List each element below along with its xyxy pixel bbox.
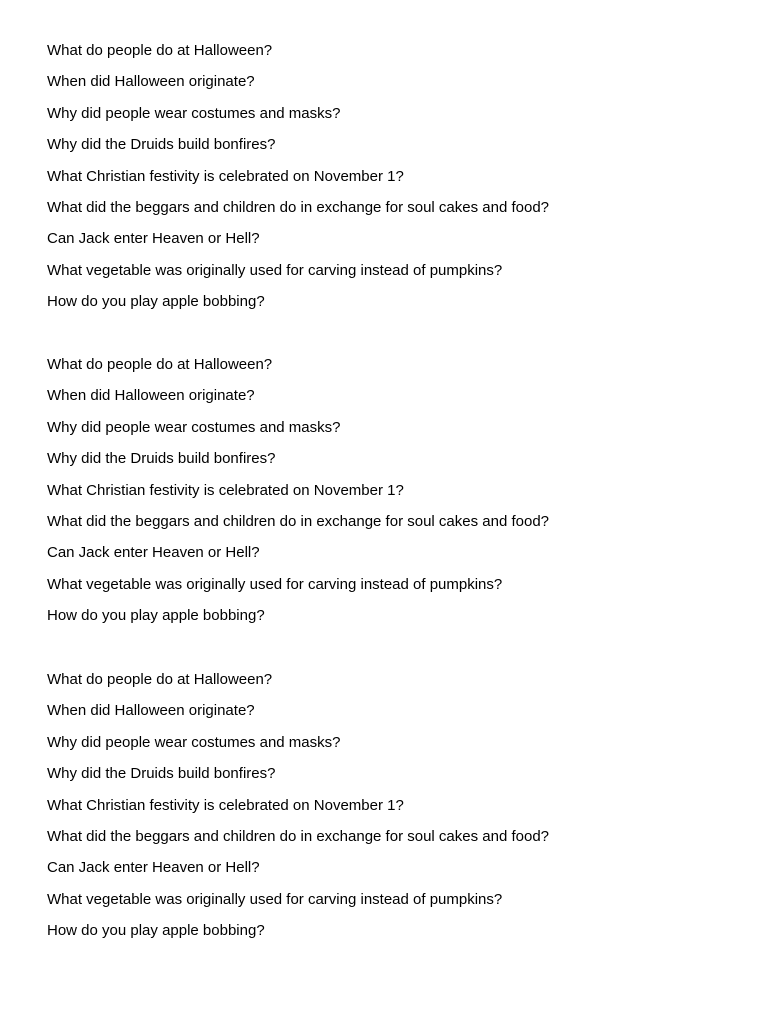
question-line: What do people do at Halloween? [47, 356, 273, 373]
question-block [47, 670, 737, 953]
question-line: What vegetable was originally used for carving instead of pumpkins? [47, 261, 503, 279]
question-line: What Christian festivity is celebrated on November 1? [47, 796, 404, 814]
question-line: What did the beggars and children do in exchange for soul cakes and food? [47, 198, 550, 216]
question-line: Why did the Druids build bonfires? [47, 450, 276, 468]
question-line: Why did the Druids build bonfires? [47, 765, 276, 783]
question-line: What Christian festivity is celebrated on November 1? [47, 481, 404, 499]
question-block [47, 41, 737, 324]
question-line: What did the beggars and children do in exchange for soul cakes and food? [47, 827, 550, 845]
question-line: When did Halloween originate? [47, 73, 255, 91]
question-line: When did Halloween originate? [47, 387, 255, 405]
question-line: How do you play apple bobbing? [47, 607, 265, 625]
question-line: What vegetable was originally used for carving instead of pumpkins? [47, 890, 503, 908]
question-line: Why did people wear costumes and masks? [47, 418, 341, 436]
question-line: What do people do at Halloween? [47, 671, 273, 688]
question-line: How do you play apple bobbing? [47, 922, 265, 940]
question-line: Why did the Druids build bonfires? [47, 136, 276, 154]
question-line: Why did people wear costumes and masks? [47, 104, 341, 122]
question-line: Why did people wear costumes and masks? [47, 733, 341, 751]
question-line: Can Jack enter Heaven or Hell? [47, 544, 260, 562]
question-line: What did the beggars and children do in exchange for soul cakes and food? [47, 512, 550, 530]
question-line: What Christian festivity is celebrated on November 1? [47, 167, 404, 185]
question-line: How do you play apple bobbing? [47, 293, 265, 311]
question-line: Can Jack enter Heaven or Hell? [47, 230, 260, 248]
question-line: What do people do at Halloween? [47, 42, 273, 59]
question-block [47, 355, 737, 638]
question-line: When did Halloween originate? [47, 702, 255, 720]
question-line: What vegetable was originally used for carving instead of pumpkins? [47, 575, 503, 593]
question-line: Can Jack enter Heaven or Hell? [47, 859, 260, 877]
